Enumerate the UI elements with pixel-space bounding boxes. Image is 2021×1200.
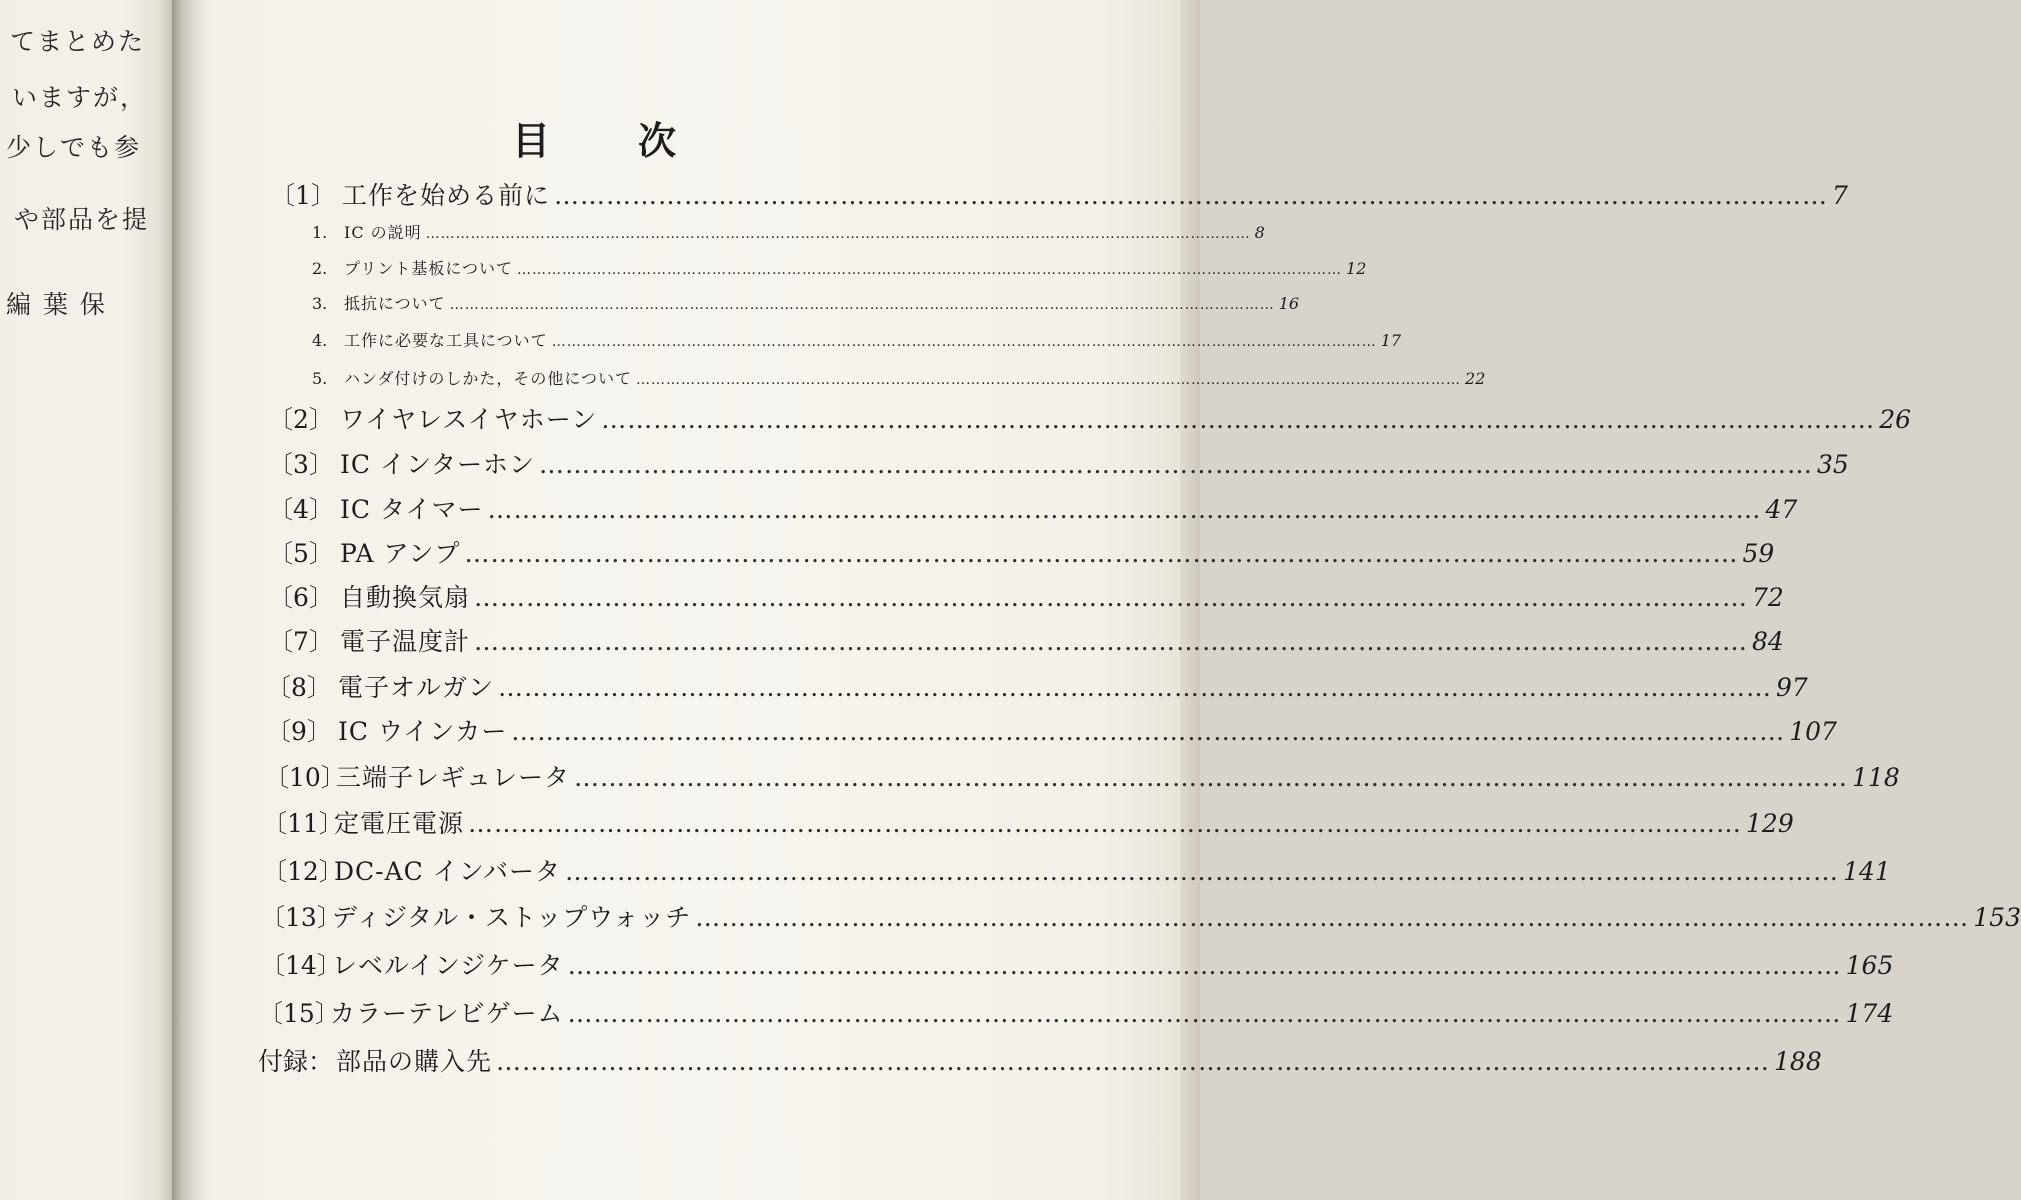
left-page-line: いますが， <box>12 83 148 112</box>
toc-entry-title: DC-AC インバータ <box>334 857 561 886</box>
toc-entry-page: 26 <box>1879 405 1912 434</box>
toc-leader-dots: ………………………………………………………………………………………………………………………………… <box>538 450 1813 479</box>
toc-entry-page: 59 <box>1742 539 1775 568</box>
toc-entry-number: 〔8〕 <box>266 673 332 702</box>
toc-leader-dots: ………………………………………………………………………………………………………………………………… <box>695 903 1970 932</box>
toc-entry-title: 部品の購入先 <box>336 1047 493 1076</box>
left-page-line: 編 葉 保 <box>6 290 107 319</box>
book-gutter <box>172 0 212 1200</box>
toc-leader-dots: ………………………………………………………………………………………………………………………………… <box>487 495 1762 524</box>
toc-entry-page: 17 <box>1380 331 1402 350</box>
toc-entry-page: 84 <box>1752 627 1784 656</box>
toc-entry[interactable] <box>268 400 1912 436</box>
toc-entry-page: 107 <box>1789 717 1837 746</box>
toc-leader-dots: ………………………………………………………………………………………………………………………………… <box>474 583 1749 612</box>
toc-leader-dots: ………………………………………………………………………………………………………………………………… <box>468 809 1743 838</box>
toc-entry[interactable] <box>268 445 1849 481</box>
toc-entry-title: 定電圧電源 <box>334 809 465 838</box>
left-page-line: や部品を提 <box>14 205 150 234</box>
toc-entry-title: ハンダ付けのしかた，その他について <box>344 369 633 388</box>
toc-leader-dots: ………………………………………………………………………………………………………………………………………………… <box>551 334 1377 350</box>
toc-entry-appendix[interactable] <box>258 1042 1822 1078</box>
toc-entry-title: 電子温度計 <box>340 627 471 656</box>
toc-leader-dots: ………………………………………………………………………………………………………………………………… <box>567 999 1842 1028</box>
toc-entry-page: 16 <box>1278 294 1300 313</box>
toc-entry[interactable] <box>258 994 1894 1030</box>
left-page <box>0 0 172 1200</box>
toc-leader-dots: ………………………………………………………………………………………………………………………………… <box>496 1047 1771 1076</box>
toc-entry-page: 129 <box>1746 809 1794 838</box>
toc-entry-page: 165 <box>1845 951 1894 980</box>
toc-entry[interactable] <box>262 852 1891 888</box>
toc-entry-number: 3. <box>312 294 328 313</box>
toc-entry[interactable] <box>260 946 1894 982</box>
toc-entry-number: 〔13〕 <box>260 903 342 932</box>
left-page-line: てまとめた <box>10 27 146 56</box>
toc-entry[interactable] <box>268 578 1784 614</box>
toc-leader-dots: ………………………………………………………………………………………………………………………………………………… <box>425 226 1251 242</box>
left-page-line: 少しでも参 <box>6 133 142 162</box>
toc-entry-title: 工作に必要な工具について <box>344 331 548 350</box>
toc-entry-title: レベルインジケータ <box>332 951 564 980</box>
toc-entry-page: 97 <box>1776 673 1808 702</box>
toc-leader-dots: ………………………………………………………………………………………………………………………………… <box>511 717 1786 746</box>
toc-leader-dots: ………………………………………………………………………………………………………………………………… <box>565 857 1839 886</box>
toc-entry-title: ディジタル・ストップウォッチ <box>332 903 692 932</box>
toc-subentry[interactable] <box>312 328 1402 351</box>
toc-entry[interactable] <box>266 668 1808 704</box>
toc-entry-title: IC インターホン <box>340 450 535 479</box>
toc-entry-title: 電子オルガン <box>338 673 495 702</box>
toc-entry[interactable] <box>262 804 1794 840</box>
toc-leader-dots: ………………………………………………………………………………………………………………………………… <box>601 405 1876 434</box>
toc-entry-page: 7 <box>1832 181 1848 210</box>
toc-entry-page: 12 <box>1346 259 1367 278</box>
toc-entry-number: 2. <box>312 259 328 278</box>
toc-entry[interactable] <box>266 712 1837 748</box>
toc-entry-number: 〔12〕 <box>262 857 344 886</box>
toc-subentry[interactable] <box>312 366 1486 389</box>
toc-entry-number: 〔2〕 <box>268 405 334 434</box>
toc-entry-title: IC ウインカー <box>338 717 508 746</box>
toc-entry-title: プリント基板について <box>344 259 514 278</box>
toc-subentry[interactable] <box>312 291 1300 314</box>
toc-entry-number: 〔1〕 <box>270 181 336 210</box>
toc-entry-number: 〔15〕 <box>258 999 340 1028</box>
toc-entry-title: IC タイマー <box>340 495 484 524</box>
toc-subentry[interactable] <box>312 220 1265 243</box>
toc-entry-page: 188 <box>1774 1047 1822 1076</box>
toc-entry-number: 4. <box>312 331 328 350</box>
toc-entry[interactable] <box>268 490 1798 526</box>
toc-title-char: 次 <box>638 118 677 163</box>
toc-entry-page: 153 <box>1973 903 2021 932</box>
toc-entry-title: IC の説明 <box>344 223 422 242</box>
toc-entry-page: 118 <box>1852 763 1900 792</box>
toc-entry-page: 35 <box>1816 450 1849 479</box>
toc-leader-dots: ………………………………………………………………………………………………………………………………… <box>498 673 1773 702</box>
toc-entry-number: 〔7〕 <box>268 627 334 656</box>
toc-entry-number: 〔5〕 <box>268 539 334 568</box>
toc-entry[interactable] <box>264 758 1900 794</box>
toc-entry-title: 工作を始める前に <box>342 181 551 210</box>
toc-leader-dots: ………………………………………………………………………………………………………………………………… <box>474 627 1749 656</box>
toc-entry-page: 174 <box>1845 999 1894 1028</box>
toc-entry-number: 〔9〕 <box>266 717 332 746</box>
toc-entry[interactable] <box>268 622 1784 658</box>
toc-leader-dots: ………………………………………………………………………………………………………………………………………………… <box>517 262 1343 278</box>
toc-entry-number: 〔10〕 <box>264 763 346 792</box>
toc-leader-dots: ………………………………………………………………………………………………………………………………… <box>464 539 1739 568</box>
toc-leader-dots: ………………………………………………………………………………………………………………………………… <box>567 951 1842 980</box>
toc-subentry[interactable] <box>312 256 1367 279</box>
toc-entry-page: 8 <box>1254 223 1265 242</box>
toc-leader-dots: ………………………………………………………………………………………………………………………………………………… <box>449 297 1275 313</box>
toc-entry-number: 1. <box>312 223 328 242</box>
toc-entry-title: 自動換気扇 <box>340 583 471 612</box>
toc-entry-number: 〔4〕 <box>268 495 334 524</box>
toc-entry-number: 〔11〕 <box>262 809 344 838</box>
toc-entry-title: PA アンプ <box>340 539 461 568</box>
toc-title-char: 目 <box>512 118 551 163</box>
toc-entry[interactable] <box>270 176 1848 212</box>
toc-entry-number: 〔3〕 <box>268 450 334 479</box>
toc-entry-title: カラーテレビゲーム <box>330 999 564 1028</box>
toc-entry[interactable] <box>268 534 1775 570</box>
toc-entry-number: 付録： <box>258 1047 334 1076</box>
toc-entry-page: 22 <box>1465 369 1486 388</box>
toc-entry-number: 〔14〕 <box>260 951 342 980</box>
toc-entry-number: 〔6〕 <box>268 583 334 612</box>
toc-leader-dots: ………………………………………………………………………………………………………………………………… <box>554 181 1829 210</box>
toc-leader-dots: ………………………………………………………………………………………………………………………………… <box>574 763 1849 792</box>
toc-entry-title: ワイヤレスイヤホーン <box>340 405 598 434</box>
toc-entry-page: 141 <box>1843 857 1891 886</box>
toc-entry[interactable] <box>260 898 2021 934</box>
toc-entry-page: 47 <box>1765 495 1798 524</box>
toc-entry-number: 5. <box>312 369 328 388</box>
toc-entry-title: 抵抗について <box>344 294 446 313</box>
toc-leader-dots: ………………………………………………………………………………………………………………………………………………… <box>636 372 1462 388</box>
toc-entry-page: 72 <box>1752 583 1784 612</box>
toc-entry-title: 三端子レギュレータ <box>336 763 571 792</box>
